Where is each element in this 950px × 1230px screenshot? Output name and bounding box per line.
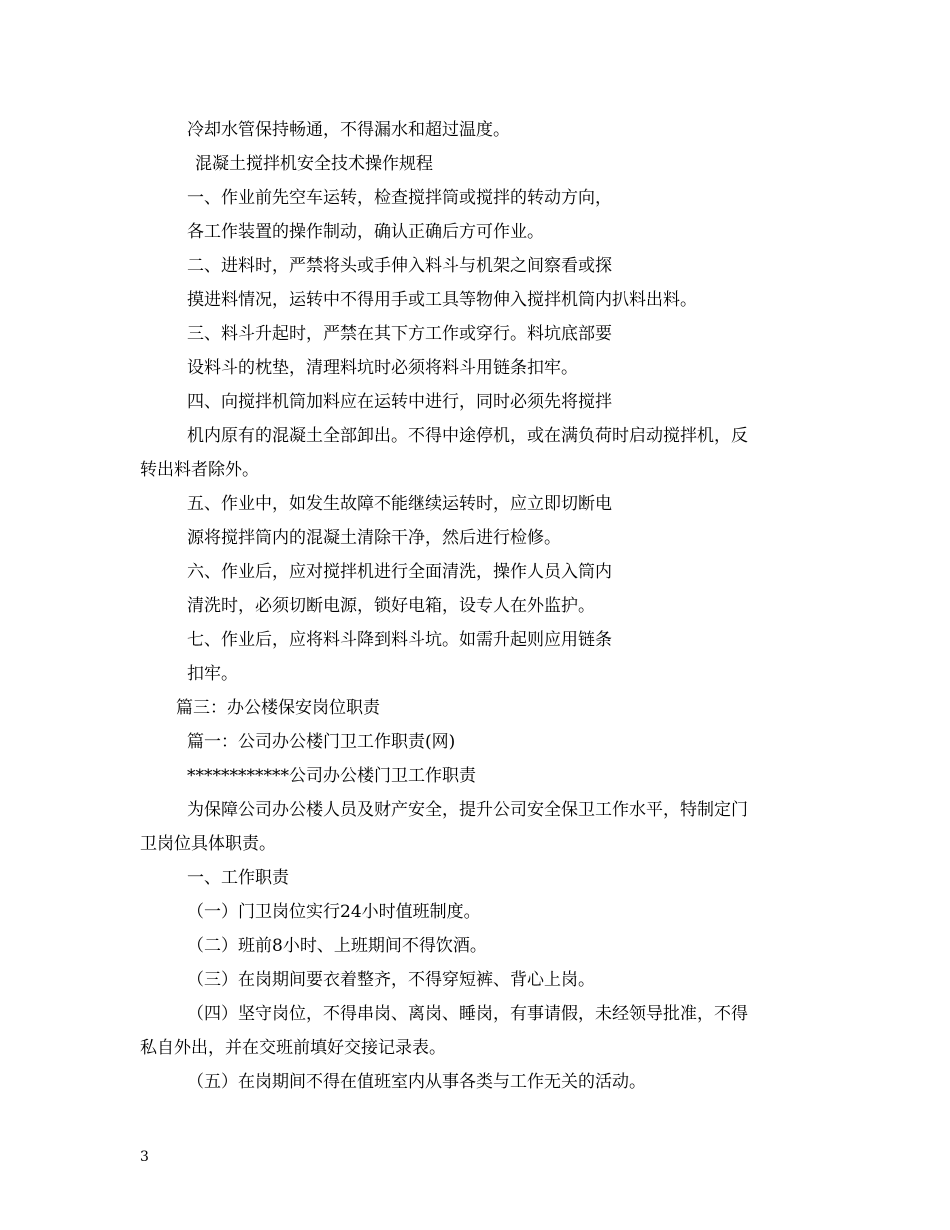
text-line: 清洗时，必须切断电源，锁好电箱，设专人在外监护。	[187, 596, 595, 616]
text-line: 为保障公司办公楼人员及财产安全，提升公司安全保卫工作水平，特制定门	[187, 800, 748, 820]
text-line: 扣牢。	[187, 664, 238, 684]
text-line: 各工作装置的操作制动，确认正确后方可作业。	[187, 222, 544, 242]
section-heading: 篇三：办公楼保安岗位职责	[176, 698, 380, 718]
text-line: 机内原有的混凝土全部卸出。不得中途停机，或在满负荷时启动搅拌机，反	[187, 426, 748, 446]
text-line: 卫岗位具体职责。	[140, 834, 276, 854]
text-line: 三、料斗升起时，严禁在其下方工作或穿行。料坑底部要	[187, 324, 612, 344]
section-heading: ************公司办公楼门卫工作职责	[187, 766, 476, 786]
text-line: 四、向搅拌机筒加料应在运转中进行，同时必须先将搅拌	[187, 392, 612, 412]
section-heading: 一、工作职责	[187, 868, 289, 888]
text-line: 五、作业中，如发生故障不能继续运转时，应立即切断电	[187, 494, 612, 514]
text-line: 六、作业后，应对搅拌机进行全面清洗，操作人员入筒内	[187, 562, 612, 582]
text-line: 私自外出，并在交班前填好交接记录表。	[140, 1038, 446, 1058]
text-line: 源将搅拌筒内的混凝土清除干净，然后进行检修。	[187, 528, 561, 548]
text-line: （五）在岗期间不得在值班室内从事各类与工作无关的活动。	[187, 1072, 646, 1092]
text-line: 一、作业前先空车运转，检查搅拌筒或搅拌的转动方向，	[187, 188, 612, 208]
text-line: 摸进料情况，运转中不得用手或工具等物伸入搅拌机筒内扒料出料。	[187, 290, 697, 310]
text-line: 冷却水管保持畅通，不得漏水和超过温度。	[187, 120, 510, 140]
section-heading: 混凝土搅拌机安全技术操作规程	[195, 154, 433, 174]
text-line: （一）门卫岗位实行24小时值班制度。	[187, 902, 481, 922]
text-line: （四）坚守岗位，不得串岗、离岗、睡岗，有事请假，未经领导批准，不得	[187, 1004, 748, 1024]
text-line: 设料斗的枕垫，清理料坑时必须将料斗用链条扣牢。	[187, 358, 578, 378]
text-line: 二、进料时，严禁将头或手伸入料斗与机架之间察看或探	[187, 256, 612, 276]
section-heading: 篇一：公司办公楼门卫工作职责(网)	[187, 732, 456, 752]
page-number: 3	[140, 1149, 149, 1165]
text-line: 七、作业后，应将料斗降到料斗坑。如需升起则应用链条	[187, 630, 612, 650]
text-line: 转出料者除外。	[140, 460, 259, 480]
text-line: （三）在岗期间要衣着整齐，不得穿短裤、背心上岗。	[187, 970, 595, 990]
text-line: （二）班前8小时、上班期间不得饮酒。	[187, 936, 487, 956]
